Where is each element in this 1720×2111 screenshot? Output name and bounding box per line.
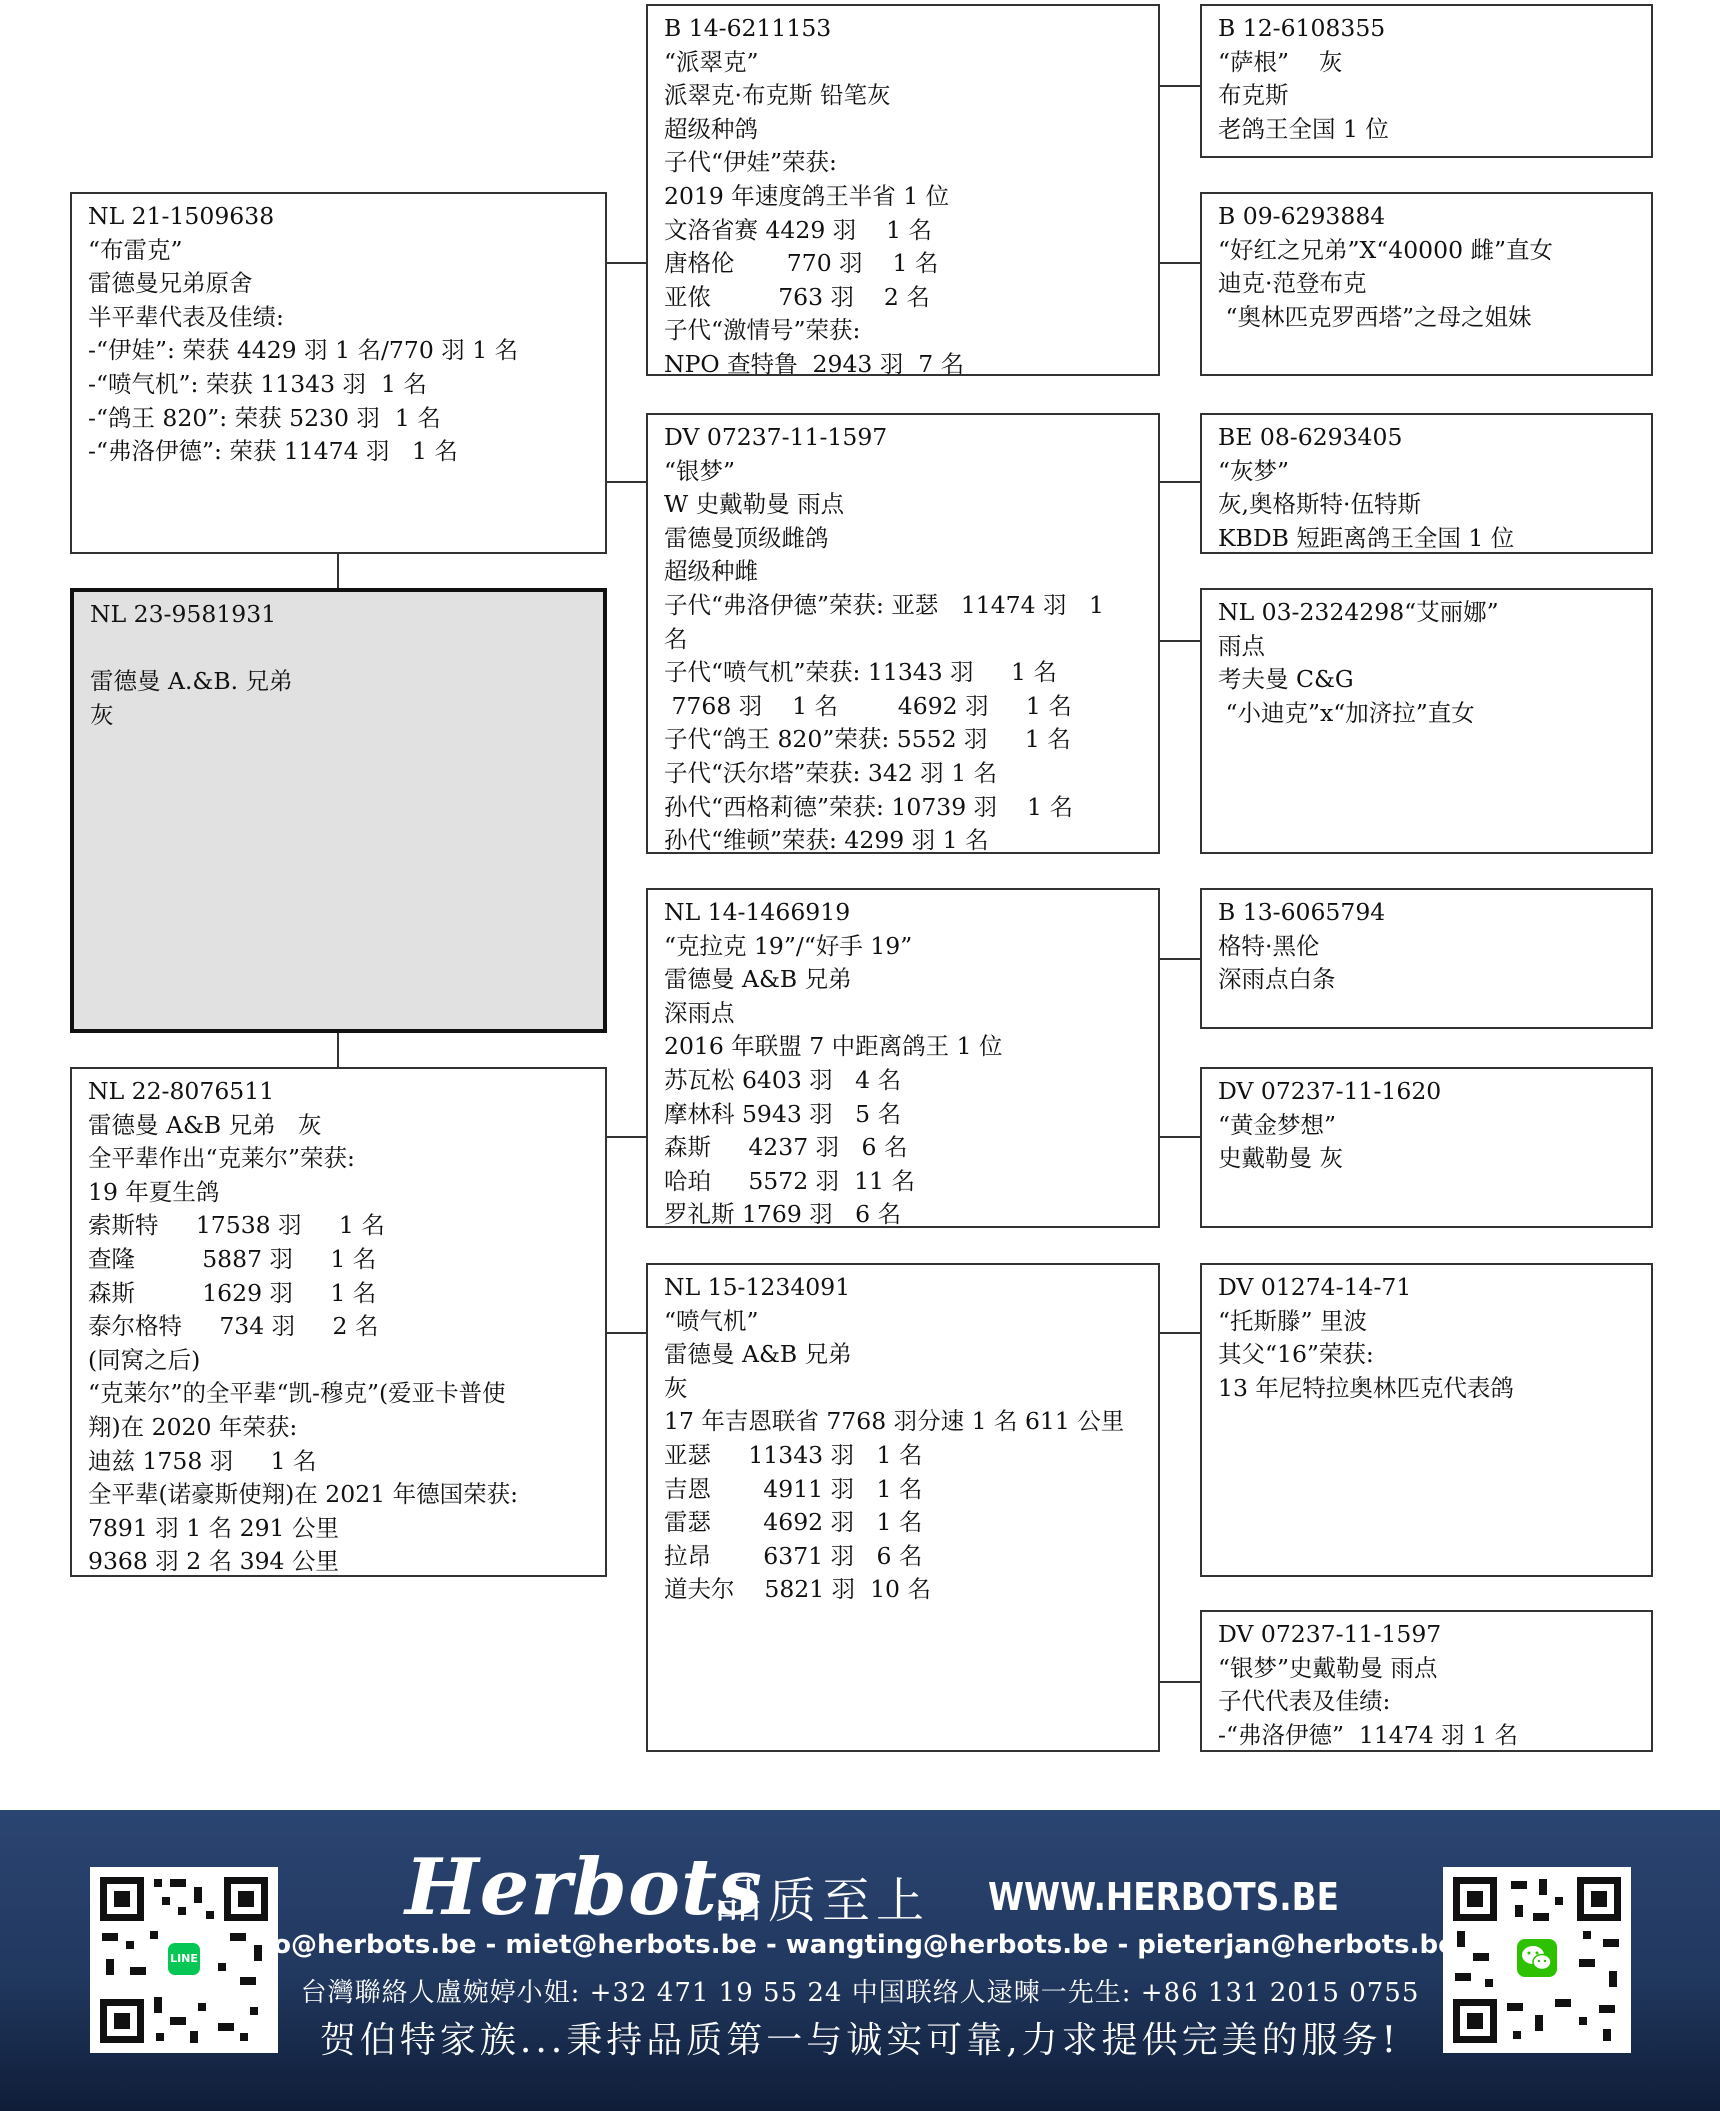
pedigree-text-line: B 14-6211153 <box>664 14 832 42</box>
pedigree-text-line: 拉昂 6371 羽 6 名 <box>664 1541 923 1570</box>
pedigree-text-line: 深雨点白条 <box>1218 965 1336 994</box>
pedigree-text-line: 雷德曼 A.&B. 兄弟 <box>90 667 293 696</box>
dam-dam-box <box>646 1263 1160 1752</box>
pedigree-text-line: 9368 羽 2 名 394 公里 <box>88 1547 339 1576</box>
pedigree-text-line: 史戴勒曼 灰 <box>1218 1144 1343 1173</box>
pedigree-text-line: 其父“16”荣获: <box>1218 1340 1374 1369</box>
pedigree-text-line: 翔)在 2020 年荣获: <box>88 1412 298 1441</box>
great-grandparent-box-7 <box>1200 1263 1653 1577</box>
pedigree-text-line: (同窝之后) <box>88 1345 201 1374</box>
connector <box>1159 481 1200 483</box>
pedigree-text-line: 森斯 1629 羽 1 名 <box>88 1278 377 1307</box>
pedigree-text-line: 泰尔格特 734 羽 2 名 <box>88 1312 379 1341</box>
pedigree-text-line: 老鸽王全国 1 位 <box>1218 114 1389 143</box>
pedigree-text-line: 2019 年速度鸽王半省 1 位 <box>664 181 950 210</box>
connector <box>337 554 339 588</box>
pedigree-text-line: 孙代“维顿”荣获: 4299 羽 1 名 <box>664 826 989 854</box>
pedigree-text-line: 灰 <box>664 1373 688 1402</box>
sire-box <box>70 192 607 554</box>
pedigree-text-line: W 史戴勒曼 雨点 <box>664 490 845 519</box>
pedigree-text-line: DV 07237-11-1597 <box>1218 1620 1442 1648</box>
dam-sire-box <box>646 888 1160 1228</box>
pedigree-text-line: 亚侬 763 羽 2 名 <box>664 282 930 311</box>
pedigree-text-line: 17 年吉恩联省 7768 羽分速 1 名 611 公里 <box>664 1407 1125 1436</box>
pedigree-text-line: NL 03-2324298“艾丽娜” <box>1218 598 1499 626</box>
pedigree-text-line: “喷气机” <box>664 1306 759 1335</box>
pedigree-text-line: 子代“喷气机”荣获: 11343 羽 1 名 <box>664 658 1057 687</box>
pedigree-text-line: 雨点 <box>1218 631 1265 660</box>
pedigree-text-line: 派翠克·布克斯 铅笔灰 <box>664 81 891 110</box>
pedigree-text-line: B 09-6293884 <box>1218 202 1386 230</box>
pedigree-text-line: “灰梦” <box>1218 456 1290 485</box>
pedigree-text-line: “派翠克” <box>664 47 759 76</box>
line-icon: LINE <box>168 1943 200 1975</box>
pedigree-text-line: 7768 羽 1 名 4692 羽 1 名 <box>664 691 1072 720</box>
connector <box>1159 85 1200 87</box>
company-motto: 贺伯特家族...秉持品质第一与诚实可靠,力求提供完美的服务! <box>319 2020 1401 2061</box>
pedigree-text-line: 亚瑟 11343 羽 1 名 <box>664 1440 923 1469</box>
pedigree-text-line: 子代“激情号”荣获: <box>664 316 861 345</box>
pedigree-text-line: “小迪克”x“加济拉”直女 <box>1218 698 1475 727</box>
pedigree-text-line: KBDB 短距离鸽王全国 1 位 <box>1218 523 1515 552</box>
pedigree-text-line: 考夫曼 C&G <box>1218 665 1354 694</box>
pedigree-text-line: “布雷克” <box>88 235 183 264</box>
pedigree-text-line: 子代“鸽王 820”荣获: 5552 羽 1 名 <box>664 725 1071 754</box>
connector <box>337 1033 339 1067</box>
pedigree-text-line: NL 14-1466919 <box>664 898 851 926</box>
pedigree-text-line: “托斯滕” 里波 <box>1218 1306 1367 1335</box>
pedigree-text-line: 罗礼斯 1769 羽 6 名 <box>664 1200 902 1228</box>
pedigree-text-line: 灰,奥格斯特·伍特斯 <box>1218 490 1421 519</box>
pedigree-text-line: 全平辈作出“克莱尔”荣获: <box>88 1144 355 1173</box>
connector <box>1159 262 1200 264</box>
pedigree-text-line: 唐格伦 770 羽 1 名 <box>664 249 939 278</box>
subject-box <box>70 588 607 1033</box>
pedigree-text-line: 吉恩 4911 羽 1 名 <box>664 1474 923 1503</box>
pedigree-text-line: 雷德曼 A&B 兄弟 <box>664 965 852 994</box>
pedigree-text-line: 摩林科 5943 羽 5 名 <box>664 1099 902 1128</box>
pedigree-text-line: 7891 羽 1 名 291 公里 <box>88 1513 339 1542</box>
great-grandparent-box-5 <box>1200 888 1653 1029</box>
pedigree-text-line: -“弗洛伊德”: 荣获 11474 羽 1 名 <box>88 437 458 466</box>
pedigree-text-line: 道夫尔 5821 羽 10 名 <box>664 1575 931 1604</box>
pedigree-text-line: 雷德曼 A&B 兄弟 灰 <box>88 1110 322 1139</box>
pedigree-text-line: NL 21-1509638 <box>88 202 275 230</box>
connector <box>1159 1332 1200 1334</box>
pedigree-text-line: 名 <box>664 624 688 653</box>
pedigree-text-line: 全平辈(诺豪斯使翔)在 2021 年德国荣获: <box>88 1480 518 1509</box>
pedigree-text-line: DV 07237-11-1597 <box>664 423 888 451</box>
website-link[interactable]: WWW.HERBOTS.BE <box>988 1875 1339 1919</box>
pedigree-text-line: -“鸽王 820”: 荣获 5230 羽 1 名 <box>88 403 441 432</box>
connector <box>606 262 648 264</box>
connector <box>1159 640 1200 642</box>
pedigree-text-line: 13 年尼特拉奥林匹克代表鸽 <box>1218 1373 1514 1402</box>
pedigree-text-line: “银梦” <box>664 456 736 485</box>
pedigree-text-line: 超级种雌 <box>664 557 758 586</box>
pedigree-text-line: “克拉克 19”/“好手 19” <box>664 931 913 960</box>
pedigree-text-line: 深雨点 <box>664 998 735 1027</box>
pedigree-text-line: 苏瓦松 6403 羽 4 名 <box>664 1065 902 1094</box>
great-grandparent-box-6 <box>1200 1067 1653 1228</box>
pedigree-text-line: 19 年夏生鸽 <box>88 1177 220 1206</box>
pedigree-text-line: 灰 <box>90 700 114 729</box>
pedigree-text-line: DV 07237-11-1620 <box>1218 1077 1442 1105</box>
great-grandparent-box-8 <box>1200 1610 1653 1752</box>
connector <box>1159 1681 1200 1683</box>
pedigree-text-line: 查隆 5887 羽 1 名 <box>88 1244 377 1273</box>
pedigree-text-line: NL 23-9581931 <box>90 600 277 628</box>
pedigree-text-line: BE 08-6293405 <box>1218 423 1403 451</box>
pedigree-text-line: 2016 年联盟 7 中距离鸽王 1 位 <box>664 1032 1003 1061</box>
pedigree-text-line: 超级种鸽 <box>664 114 758 143</box>
contact-persons: 台灣聯絡人盧婉婷小姐: +32 471 19 55 24 中国联络人逯暕一先生: +86 131 2015 0755 <box>300 1978 1420 2008</box>
pedigree-text-line: -“喷气机”: 荣获 11343 羽 1 名 <box>88 369 427 398</box>
pedigree-text-line: DV 01274-14-71 <box>1218 1273 1412 1301</box>
pedigree-text-line: 雷德曼顶级雌鸽 <box>664 523 829 552</box>
pedigree-text-line: “克莱尔”的全平辈“凯-穆克”(爱亚卡普使 <box>88 1379 506 1408</box>
pedigree-text-line: “黄金梦想” <box>1218 1110 1337 1139</box>
pedigree-text-line: “银梦”史戴勒曼 雨点 <box>1218 1653 1438 1682</box>
pedigree-text-line: 子代“弗洛伊德”荣获: 亚瑟 11474 羽 1 <box>664 590 1104 619</box>
pedigree-text-line: B 13-6065794 <box>1218 898 1386 926</box>
great-grandparent-box-3 <box>1200 413 1653 554</box>
connector <box>606 1136 648 1138</box>
great-grandparent-box-4 <box>1200 588 1653 854</box>
pedigree-text-line: “好红之兄弟”X“40000 雌”直女 <box>1218 235 1554 264</box>
pedigree-text-line: 半平辈代表及佳绩: <box>88 302 284 331</box>
pedigree-text-line: 文洛省赛 4429 羽 1 名 <box>664 215 933 244</box>
email-addresses[interactable]: jo@herbots.be - miet@herbots.be - wangting@herbots.be - pieterjan@herbots.be <box>264 1930 1456 1960</box>
pedigree-text-line <box>90 632 603 666</box>
pedigree-text-line: 迪克·范登布克 <box>1218 269 1367 298</box>
pedigree-text-line: 雷瑟 4692 羽 1 名 <box>664 1508 923 1537</box>
pedigree-text-line: 索斯特 17538 羽 1 名 <box>88 1211 385 1240</box>
connector <box>1159 958 1200 960</box>
pedigree-text-line: 格特·黑伦 <box>1218 931 1320 960</box>
pedigree-text-line: NPO 查特鲁 2943 羽 7 名 <box>664 349 965 376</box>
pedigree-text-line: “萨根” 灰 <box>1218 47 1343 76</box>
pedigree-text-line: 子代“沃尔塔”荣获: 342 羽 1 名 <box>664 758 998 787</box>
connector <box>1159 1136 1200 1138</box>
pedigree-text-line: B 12-6108355 <box>1218 14 1386 42</box>
connector <box>606 1332 648 1334</box>
pedigree-text-line: 雷德曼兄弟原舍 <box>88 269 253 298</box>
pedigree-text-line: “奥林匹克罗西塔”之母之姐妹 <box>1218 302 1532 331</box>
pedigree-text-line: 孙代“西格莉德”荣获: 10739 羽 1 名 <box>664 792 1073 821</box>
pedigree-text-line: 迪兹 1758 羽 1 名 <box>88 1446 317 1475</box>
connector <box>606 481 648 483</box>
pedigree-text-line: 森斯 4237 羽 6 名 <box>664 1133 908 1162</box>
herbots-logo: Herbots <box>405 1842 763 1933</box>
pedigree-text-line: 布克斯 <box>1218 81 1289 110</box>
pedigree-text-line: 哈珀 5572 羽 11 名 <box>664 1166 915 1195</box>
pedigree-text-line: NL 22-8076511 <box>88 1077 275 1105</box>
great-grandparent-box-2 <box>1200 192 1653 376</box>
pedigree-text-line: -“伊娃”: 荣获 4429 羽 1 名/770 羽 1 名 <box>88 336 519 365</box>
pedigree-text-line: 子代“伊娃”荣获: <box>664 148 837 177</box>
sire-sire-box <box>646 4 1160 376</box>
pedigree-text-line: NL 15-1234091 <box>664 1273 851 1301</box>
pedigree-text-line: 雷德曼 A&B 兄弟 <box>664 1340 852 1369</box>
brand-slogan: 品质至上 <box>714 1873 931 1929</box>
dam-box <box>70 1067 607 1577</box>
sire-dam-box <box>646 413 1160 854</box>
great-grandparent-box-1 <box>1200 4 1653 158</box>
pedigree-text-line: 子代代表及佳绩: <box>1218 1687 1391 1716</box>
pedigree-text-line: -“弗洛伊德” 11474 羽 1 名 <box>1218 1720 1519 1749</box>
